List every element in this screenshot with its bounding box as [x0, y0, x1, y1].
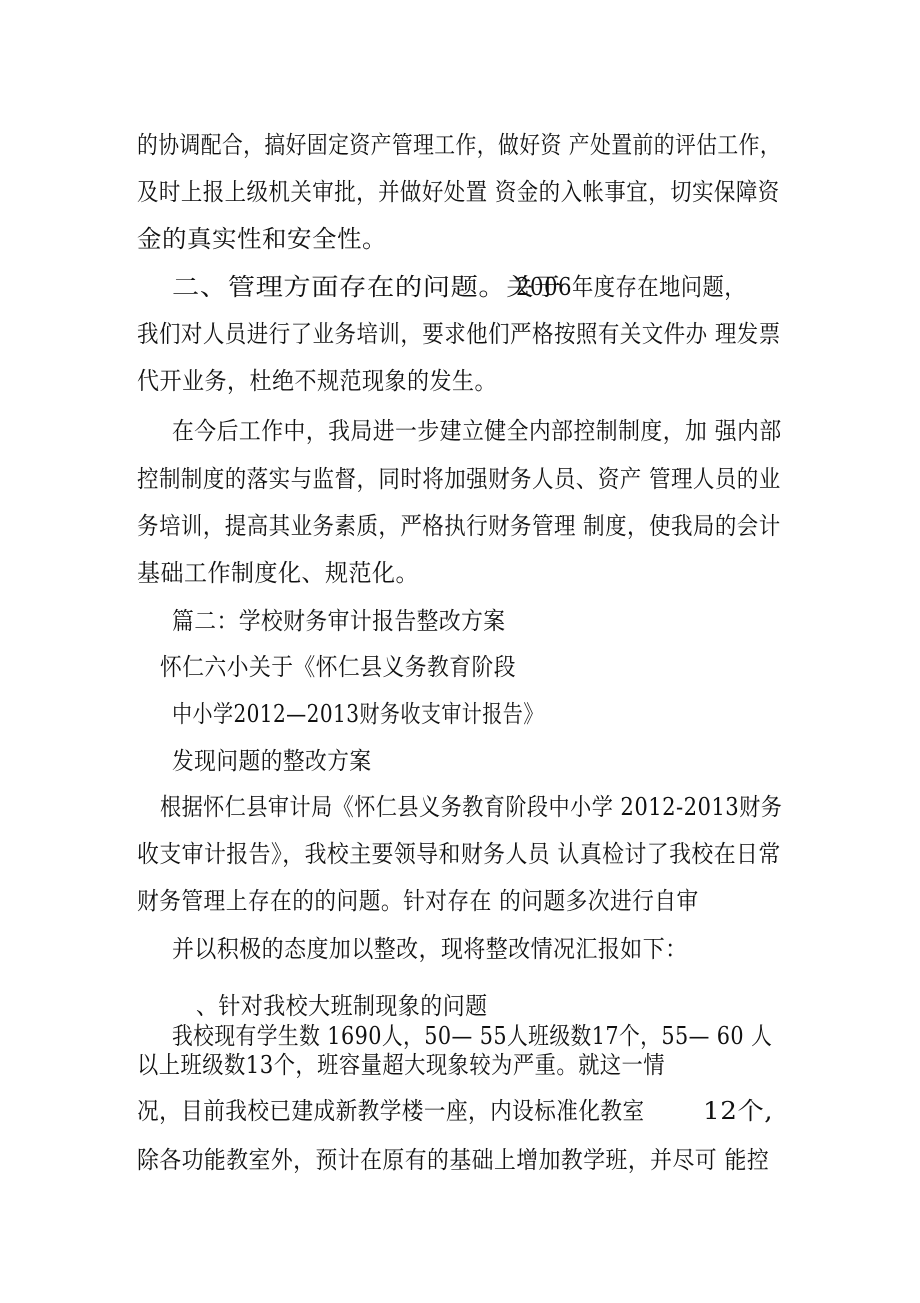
text-line: 财务管理上存在的的问题。针对存在 的问题多次进行自审: [137, 887, 699, 915]
text-line: 二、管理方面存在的问题。关于: [172, 273, 562, 301]
text-line: 我们对人员进行了业务培训，要求他们严格按照有关文件办 理发票: [137, 320, 781, 348]
text-line: 金的真实性和安全性。: [137, 225, 387, 253]
text-line: 除各功能教室外，预计在原有的基础上增加教学班，并尽可 能控: [137, 1146, 770, 1174]
text-line: 代开业务，杜绝不规范现象的发生。: [137, 367, 498, 395]
text-line: 根据怀仁县审计局《怀仁县义务教育阶段中小学 2012-2013财务: [160, 793, 783, 821]
text-line: 发现问题的整改方案: [172, 747, 372, 775]
text-line: 收支审计报告》，我校主要领导和财务人员 认真检讨了我校在日常: [137, 840, 781, 868]
text-line: 我校现有学生数 1690人，50— 55人班级数17个，55— 60 人: [172, 1022, 773, 1050]
text-line: 、针对我校大班制现象的问题: [196, 992, 488, 1020]
text-line: 控制制度的落实与监督，同时将加强财务人员、资产 管理人员的业: [137, 465, 781, 493]
text-line: 12个,: [703, 1097, 774, 1125]
text-line: 并以积极的态度加以整改，现将整改情况汇报如下：: [172, 935, 688, 963]
text-line: 2006年度存在地问题，: [516, 273, 747, 301]
text-line: 务培训，提高其业务素质，严格执行财务管理 制度，使我局的会计: [137, 512, 781, 540]
text-line: 基础工作制度化、规范化。: [137, 559, 420, 587]
section-heading: 篇二：学校财务审计报告整改方案: [172, 607, 506, 635]
text-line: 在今后工作中，我局进一步建立健全内部控制制度，加 强内部: [172, 417, 782, 445]
text-line: 及时上报上级机关审批，并做好处置 资金的入帐事宜，切实保障资: [137, 178, 780, 206]
text-line: 中小学2012—2013财务收支审计报告》: [172, 700, 544, 728]
text-line: 怀仁六小关于《怀仁县义务教育阶段: [160, 653, 517, 681]
text-line: 以上班级数13个，班容量超大现象较为严重。就这一情: [137, 1051, 666, 1079]
text-line: 况，目前我校已建成新教学楼一座，内设标准化教室: [137, 1097, 645, 1125]
text-line: 的协调配合，搞好固定资产管理工作，做好资 产处置前的评估工作，: [137, 131, 782, 159]
